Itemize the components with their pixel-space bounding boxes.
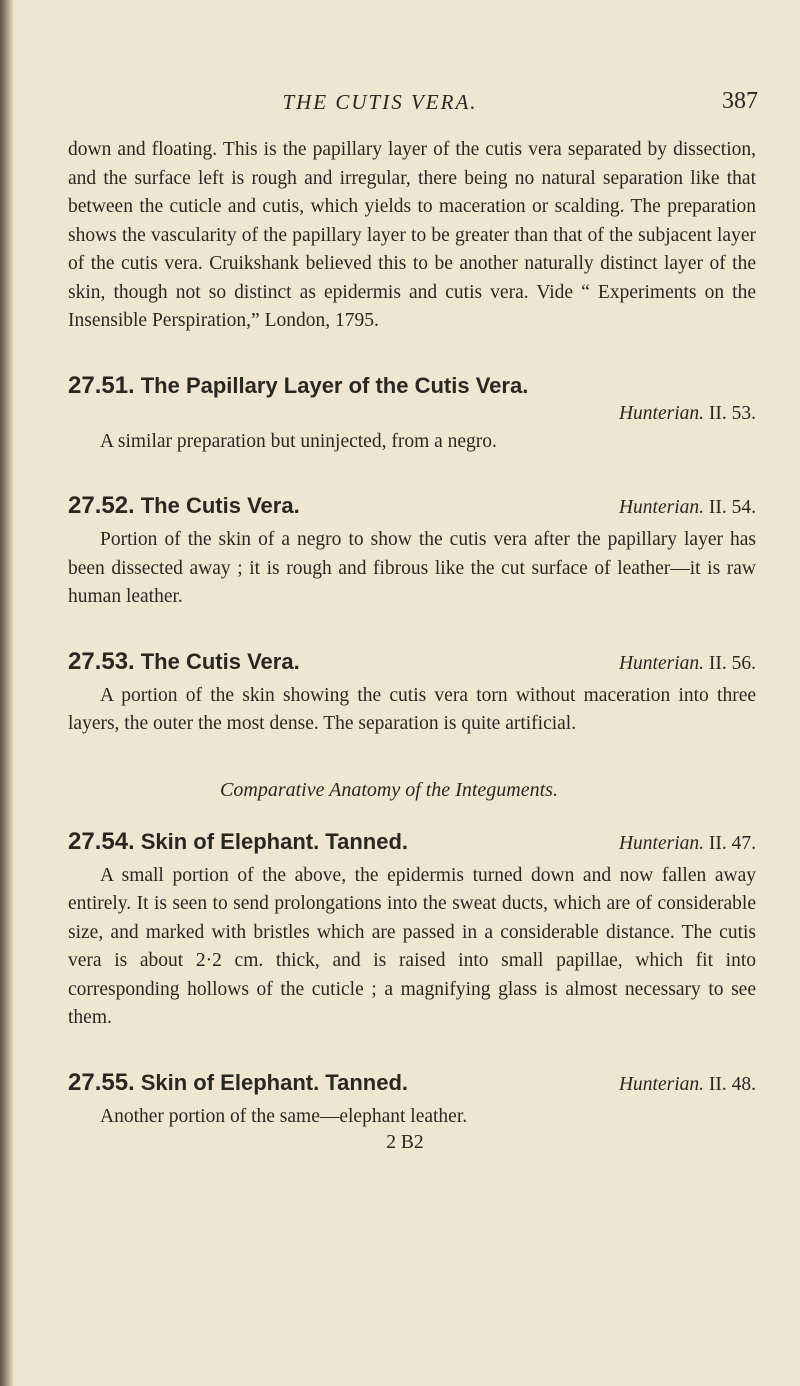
entry-title-line [68, 373, 528, 398]
entry-catalogue-number: II. 54. [708, 497, 756, 518]
entry-catalogue-number: II. 56. [708, 652, 756, 674]
entry-reference [619, 833, 756, 855]
entry-heading [68, 492, 756, 526]
entry-description: Portion of the skin of a negro to show the cutis vera after the papillary layer has been dissected away ; it is rough and fibrous like the cut surface of leather—it is raw human leather. [68, 529, 756, 607]
entry-collection: Hunterian. [618, 1073, 704, 1095]
entry-collection: Hunterian. [618, 402, 704, 424]
entry-collection: Hunterian. [618, 497, 704, 518]
catalogue-entry-27-55 [68, 1069, 756, 1156]
entry-collection: Hunterian. [618, 652, 704, 674]
entry-title-line [68, 648, 300, 676]
entry-number: 27.53. [68, 647, 135, 675]
signature-mark: 2 B2 [386, 1132, 424, 1153]
entry-heading [68, 648, 756, 682]
catalogue-entry-27-54 [68, 828, 756, 1033]
entry-catalogue-number: II. 48. [708, 1073, 756, 1095]
page-body [68, 136, 756, 1155]
entry-heading [68, 1069, 756, 1103]
entry-title-line [68, 828, 408, 856]
entry-title: The Papillary Layer of the Cutis Vera. [140, 372, 529, 398]
catalogue-entry-27-51 [68, 372, 756, 457]
running-header [0, 86, 800, 120]
catalogue-entry-27-53 [68, 648, 756, 739]
entry-collection: Hunterian. [618, 832, 704, 854]
catalogue-entry-27-52 [68, 492, 756, 612]
entry-heading [68, 372, 756, 428]
entry-number: 27.55. [68, 1068, 135, 1096]
entry-description: A similar preparation but uninjected, from a negro. [100, 430, 497, 452]
entry-catalogue-number: II. 47. [708, 832, 756, 854]
entry-number: 27.51. [68, 371, 135, 399]
entry-description: A small portion of the above, the epidermis turned down and now fallen away entirely. It is seen to send prolongations into the sweat ducts, which are of considerable size, and marked with bristles which are passed in a considerable distance. The cutis vera is about 2·2 cm. thick, and is raised into small papillae, which fit into corresponding hollows of the cuticle ; a magnifying glass is almost necessary to see them. [68, 864, 756, 1028]
entry-title: Skin of Elephant. Tanned. [140, 1069, 409, 1095]
entry-description: Another portion of the same—elephant leather. [100, 1105, 468, 1127]
entry-number: 27.52. [68, 492, 135, 519]
entry-reference [619, 653, 756, 675]
entry-description: A portion of the skin showing the cutis vera torn without maceration into three layers, the outer the most dense. The separation is quite artificial. [68, 684, 756, 734]
entry-reference [68, 400, 756, 428]
page-binding-edge [0, 0, 14, 1386]
entry-catalogue-number: II. 53. [708, 402, 756, 424]
entry-title-line [68, 1069, 408, 1097]
entry-title: The Cutis Vera. [140, 648, 300, 674]
entry-heading [68, 828, 756, 862]
entry-title: Skin of Elephant. Tanned. [140, 828, 409, 854]
entry-title: The Cutis Vera. [140, 493, 300, 518]
entry-number: 27.54. [68, 827, 135, 855]
entry-reference [619, 1074, 756, 1096]
page-number: 387 [722, 88, 758, 114]
running-title: THE CUTIS VERA. [282, 90, 478, 114]
entry-reference [619, 497, 756, 519]
entry-title-line [68, 492, 300, 520]
intro-paragraph: down and floating. This is the papillary layer of the cutis vera separated by dissection, and the surface left is rough and irregular, there being no natural separation like that between the cuticle and cutis, which yields to maceration or scalding. The preparation shows the vascularity of the papillary layer to be greater than that of the subjacent layer of the cutis vera. Cruikshank believed this to be another naturally distinct layer of the skin, though not so distinct as epidermis and cutis vera. Vide “ Experiments on the Insensible Perspiration,” London, 1795. [68, 139, 756, 331]
section-heading: Comparative Anatomy of the Integuments. [220, 778, 558, 801]
